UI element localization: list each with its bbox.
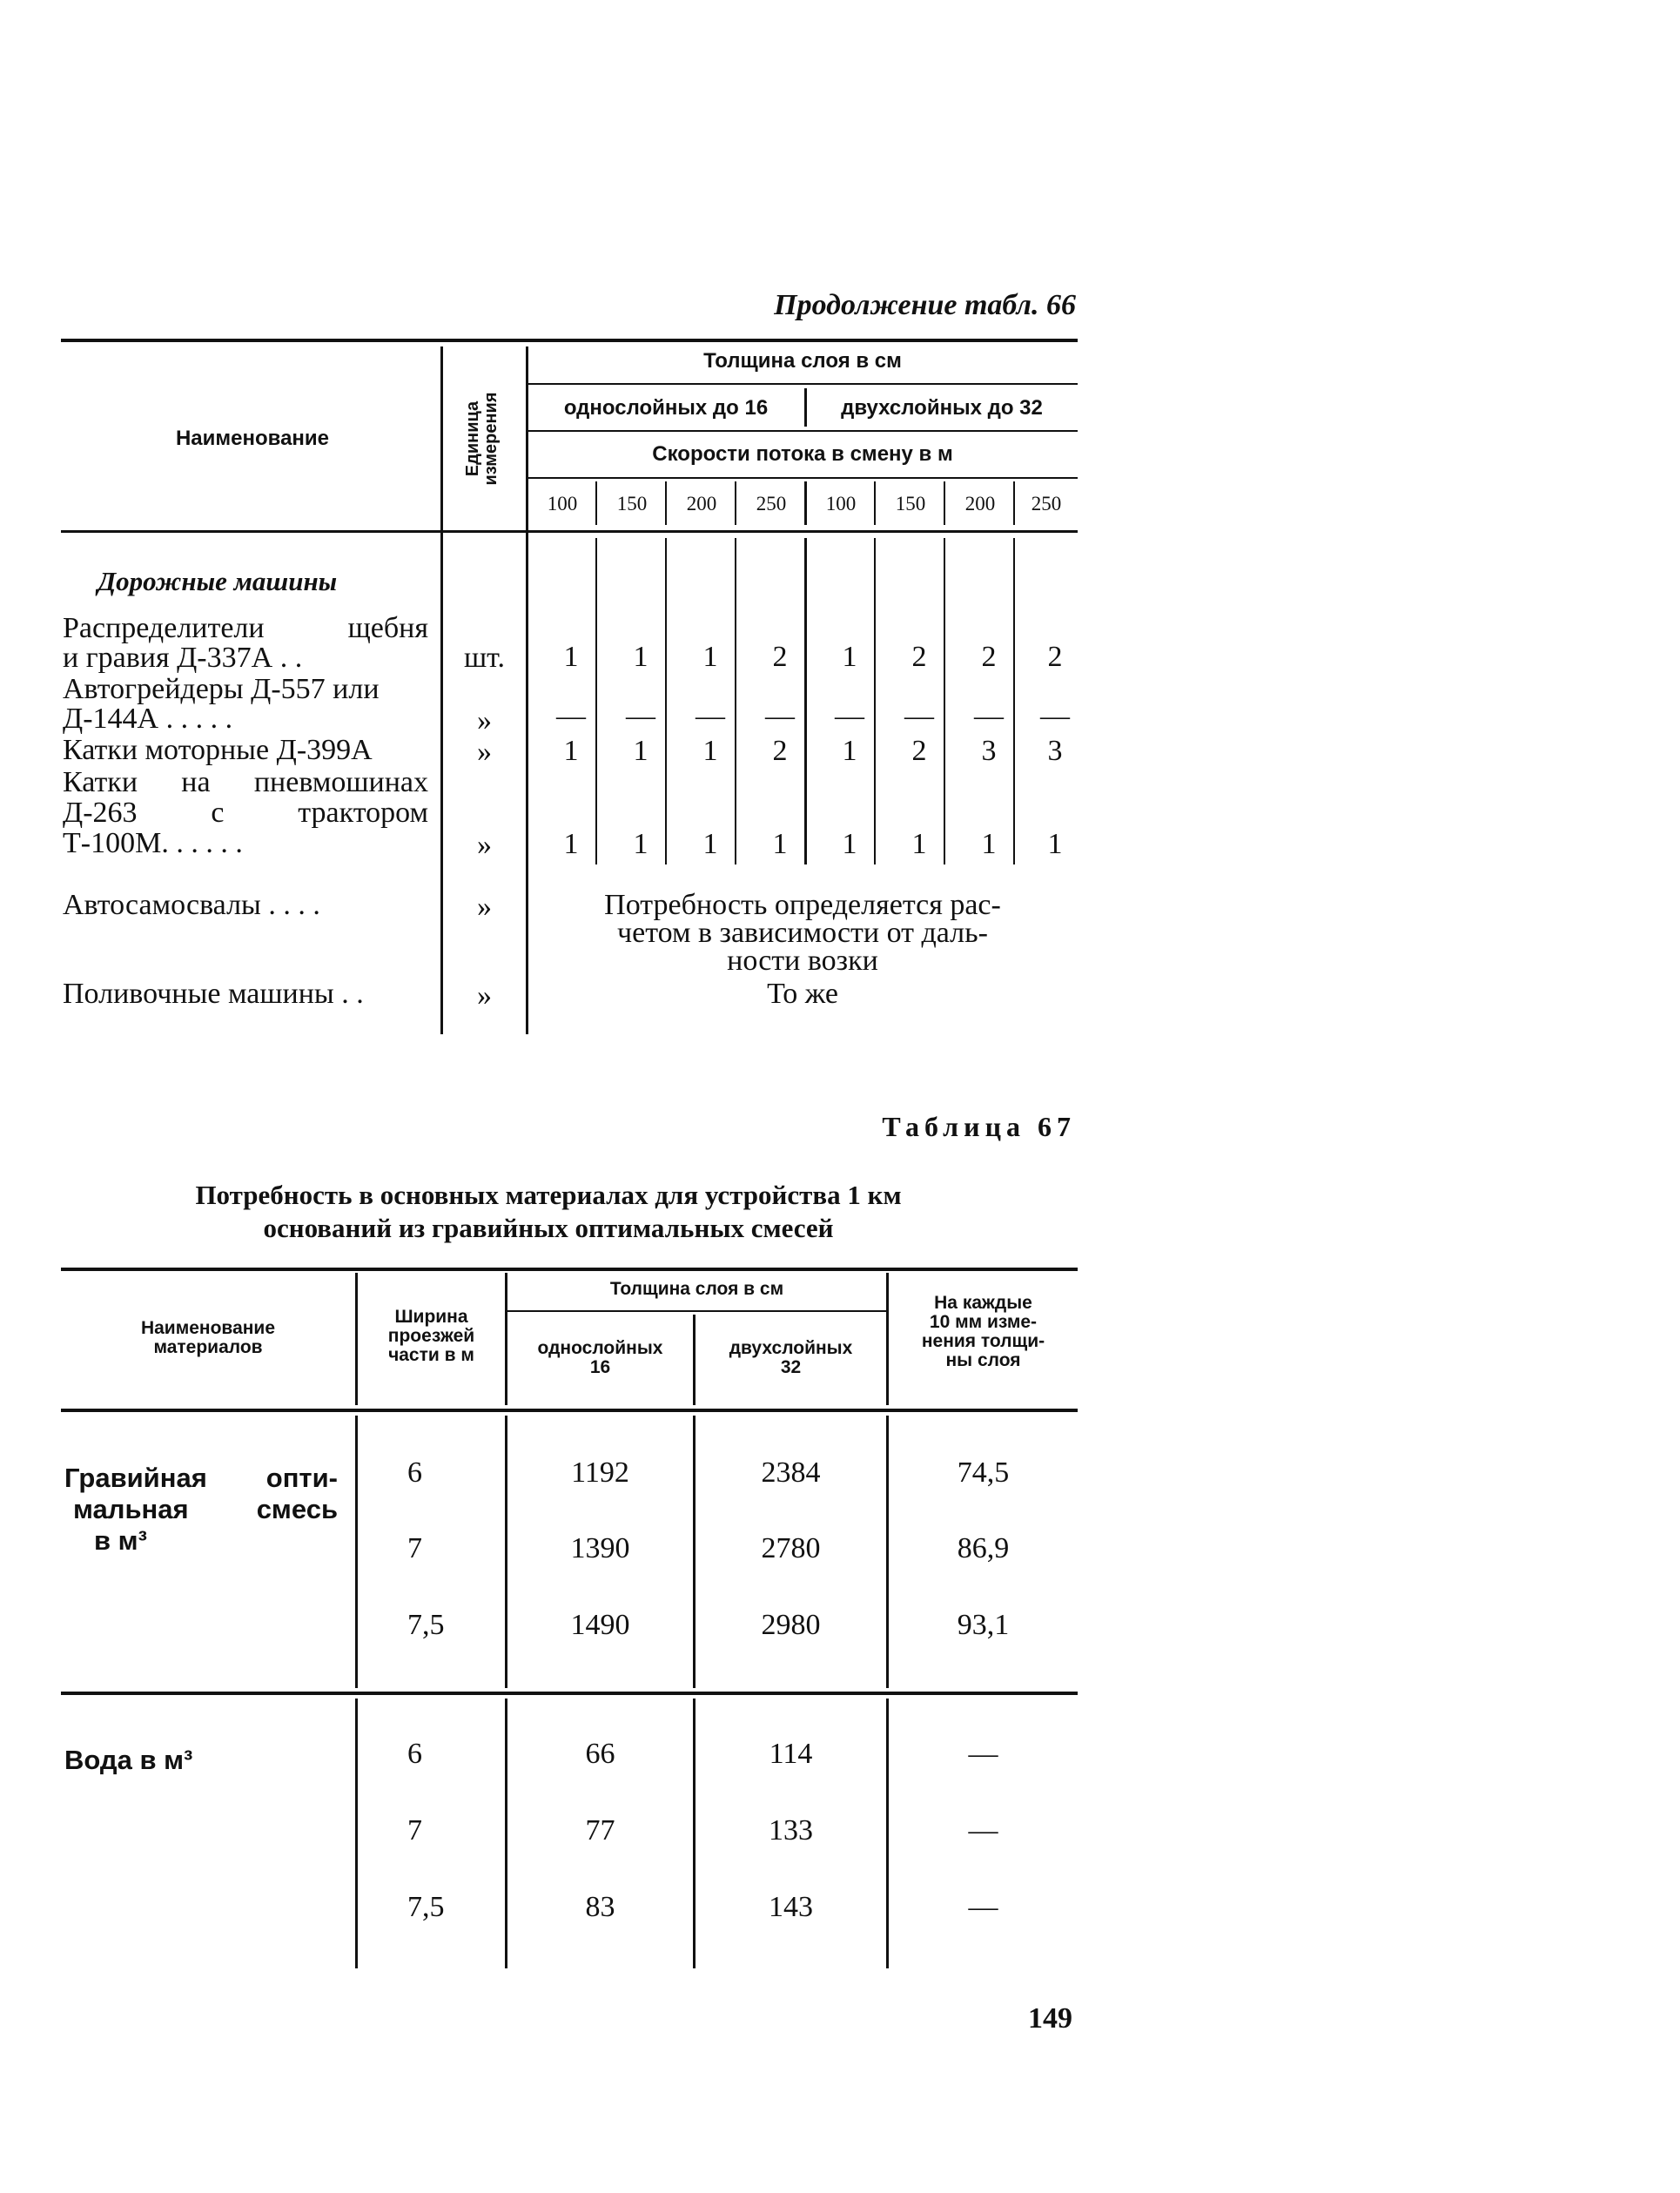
table66-speed: 250	[756, 493, 787, 515]
table67-header-name: Наименование материалов	[140, 1318, 276, 1357]
table67-width: 7,5	[407, 1609, 445, 1641]
table67-each: 74,5	[957, 1456, 1010, 1489]
table66-row-unit: »	[477, 979, 492, 1012]
table66-cell: 1	[842, 828, 857, 860]
table66-header-speed: Скорости потока в смену в м	[652, 442, 953, 466]
table67-header-each: На каждые 10 мм изме- нения толщи- ны слоя	[921, 1293, 1045, 1370]
table66-header-double: двухслойных до 32	[841, 396, 1043, 420]
table67-each: 86,9	[957, 1532, 1010, 1564]
table66-cell: 1	[563, 735, 579, 767]
table66-cell: —	[765, 700, 795, 732]
table66-rule-layers	[528, 430, 1078, 432]
table66-speed: 100	[547, 493, 578, 515]
table66-row-name: Автогрейдеры Д-557 или	[63, 673, 380, 705]
table66-cell: 2	[911, 641, 927, 673]
table66-cell: —	[626, 700, 655, 732]
table66-cell: —	[974, 700, 1004, 732]
table67-single: 1490	[570, 1609, 630, 1641]
table67-double: 133	[769, 1814, 813, 1847]
table66-header-single: однослойных до 16	[563, 396, 769, 420]
table67-title-line1: Потребность в основных материалах для устройства 1 км	[195, 1180, 902, 1210]
table66-row-unit: »	[477, 736, 492, 768]
table66-top-rule	[61, 339, 1078, 342]
table67-single: 77	[585, 1814, 615, 1847]
table66-header-thickness: Толщина слоя в см	[703, 349, 902, 373]
table66-row-note: ности возки	[727, 945, 878, 977]
table66-row-name: Автосамосвалы . . . .	[63, 889, 320, 921]
table67-group-rule	[61, 1692, 1078, 1695]
table66-cell: 1	[563, 641, 579, 673]
table67-double: 2384	[761, 1456, 821, 1489]
table66-cell: 1	[842, 735, 857, 767]
table67-width: 6	[407, 1738, 422, 1770]
table66-row-name: Т-100М. . . . . .	[63, 827, 243, 859]
table67-double: 2780	[761, 1532, 821, 1564]
table66-cell: 1	[633, 828, 648, 860]
table67-width: 7,5	[407, 1891, 445, 1923]
table66-speed: 250	[1031, 493, 1062, 515]
table67-group-name: Вода в м³	[64, 1745, 193, 1775]
table66-row-name: Д-263 с трактором	[63, 797, 428, 829]
table66-cell: 1	[633, 641, 648, 673]
table66-cell: —	[1040, 700, 1070, 732]
table66-header-rule	[61, 530, 1078, 533]
table66-row-name: Катки на пневмошинах	[63, 766, 428, 798]
table67-each: —	[968, 1738, 998, 1770]
table66-cell: 1	[772, 828, 788, 860]
table66-cell: —	[696, 700, 725, 732]
table66-header-unit: Единица измерения	[463, 392, 501, 486]
table66-row-unit: шт.	[464, 642, 505, 674]
table67-header-single: однослойных 16	[537, 1338, 663, 1377]
table67-double: 114	[769, 1738, 813, 1770]
table66-row-name: Распределители щебня	[63, 612, 428, 644]
table67-width: 7	[407, 1532, 422, 1564]
table66-cell: 3	[1047, 735, 1063, 767]
table66-rule-speed	[528, 477, 1078, 479]
table66-caption: Продолжение табл. 66	[774, 289, 1076, 321]
table67-group-name: мальная смесь	[73, 1494, 338, 1524]
table67-header-thickness: Толщина слоя в см	[609, 1279, 784, 1299]
table66-rule-thickness	[528, 383, 1078, 385]
table67-single: 1192	[571, 1456, 629, 1489]
page-number: 149	[1028, 2002, 1072, 2035]
table67-top-rule	[61, 1268, 1078, 1271]
table67-width: 7	[407, 1814, 422, 1847]
table66-cell: 3	[981, 735, 997, 767]
table67-single: 1390	[570, 1532, 630, 1564]
table66-cell: 1	[702, 828, 718, 860]
table66-speed: 100	[825, 493, 857, 515]
table67-label: Таблица 67	[882, 1111, 1076, 1142]
table66-row-unit: »	[477, 829, 492, 861]
table66-row-note: Потребность определяется рас-	[604, 889, 1001, 921]
table66-row-unit: »	[477, 891, 492, 923]
table66-speed: 200	[964, 493, 996, 515]
table66-row-name: и гравия Д-337А . .	[63, 642, 303, 674]
table66-cell: 1	[1047, 828, 1063, 860]
table66-cell: 2	[772, 735, 788, 767]
table66-vline-name	[440, 346, 443, 1034]
table66-cell: —	[904, 700, 934, 732]
table67-header-double: двухслойных 32	[729, 1338, 853, 1377]
table66-cell: —	[835, 700, 864, 732]
table66-cell: 1	[911, 828, 927, 860]
table67-double: 2980	[761, 1609, 821, 1641]
table67-single: 66	[585, 1738, 615, 1770]
table66-section-title: Дорожные машины	[97, 566, 338, 596]
table66-cell: 1	[563, 828, 579, 860]
table67-title-line2: оснований из гравийных оптимальных смесей	[263, 1213, 834, 1243]
table66-row-name: Д-144А . . . . .	[63, 703, 233, 735]
table66-cell: 1	[842, 641, 857, 673]
table67-each: —	[968, 1891, 998, 1923]
table66-cell: 1	[981, 828, 997, 860]
table67-group-name: Гравийная опти-	[64, 1463, 338, 1493]
table66-cell: 2	[772, 641, 788, 673]
table67-each: —	[968, 1814, 998, 1847]
table66-cell: 2	[911, 735, 927, 767]
table67-header-width: Ширина проезжей части в м	[387, 1307, 475, 1365]
table66-speed: 200	[686, 493, 717, 515]
table67-rule-thickness	[507, 1310, 888, 1312]
table67-single: 83	[585, 1891, 615, 1923]
table66-row-note: То же	[767, 978, 838, 1010]
table66-row-note: четом в зависимости от даль-	[617, 917, 988, 949]
table67-header-rule	[61, 1409, 1078, 1412]
table66-row-unit: »	[477, 704, 492, 737]
table66-cell: 1	[633, 735, 648, 767]
table66-header-name: Наименование	[175, 427, 330, 450]
table66-cell: —	[556, 700, 586, 732]
table66-row-name: Поливочные машины . .	[63, 978, 364, 1010]
table67-double: 143	[769, 1891, 813, 1923]
table66-cell: 2	[1047, 641, 1063, 673]
table66-speed: 150	[616, 493, 648, 515]
table67-group-name: в м³	[94, 1525, 147, 1556]
table66-row-name: Катки моторные Д-399А	[63, 734, 373, 766]
table66-cell: 2	[981, 641, 997, 673]
table66-cell: 1	[702, 641, 718, 673]
table66-cell: 1	[702, 735, 718, 767]
table67-each: 93,1	[957, 1609, 1010, 1641]
table66-speed: 150	[895, 493, 926, 515]
table67-width: 6	[407, 1456, 422, 1489]
